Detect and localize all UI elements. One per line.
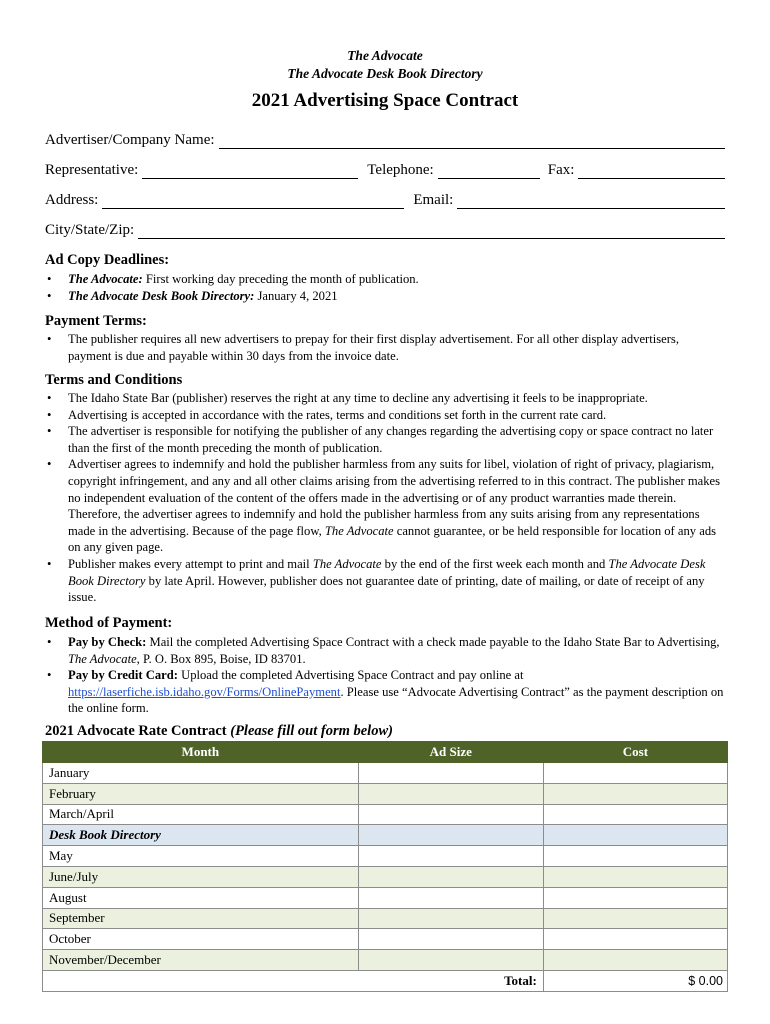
city-row [45, 219, 725, 239]
city-label: City/State/Zip: [45, 222, 135, 238]
terms-heading: Terms and Conditions [45, 372, 183, 388]
ad-size-cell[interactable] [358, 908, 543, 929]
table-header-row [43, 742, 728, 763]
table-row [43, 783, 728, 804]
cost-cell[interactable] [543, 763, 727, 784]
month-cell: May [43, 846, 359, 867]
ad-size-cell[interactable] [358, 887, 543, 908]
cost-cell[interactable] [543, 804, 727, 825]
terms-list [45, 390, 725, 606]
cost-cell[interactable] [543, 908, 727, 929]
payment-terms-list [45, 331, 725, 364]
company-field[interactable] [219, 133, 725, 149]
table-row [43, 804, 728, 825]
month-cell: June/July [43, 866, 359, 887]
cost-cell[interactable] [543, 866, 727, 887]
list-item: • The Idaho State Bar (publisher) reserves the right at any time to decline any advertising it feels to be inappropriate. [47, 391, 648, 405]
table-row [43, 929, 728, 950]
month-cell: March/April [43, 804, 359, 825]
month-cell: Desk Book Directory [43, 825, 359, 846]
contact-row [45, 159, 725, 179]
ad-size-cell[interactable] [358, 866, 543, 887]
representative-field[interactable] [142, 163, 358, 179]
list-item: • The advertiser is responsible for notifying the publisher of any changes regarding the advertising copy or space contract no later than the first of the month preceding the month of publication. [47, 424, 714, 455]
table-row [43, 866, 728, 887]
fax-field[interactable] [578, 163, 725, 179]
list-item: • Advertising is accepted in accordance with the rates, terms and conditions set forth in the current rate card. [47, 407, 607, 422]
table-row [43, 908, 728, 929]
table-row [43, 763, 728, 784]
month-cell: January [43, 763, 359, 784]
table-row [43, 846, 728, 867]
list-item: • Pay by Check: Mail the completed Advertising Space Contract with a check made payable to the Idaho State Bar to Advertising, The Advocate, P. O. Box 895, Boise, ID 83701. [47, 635, 720, 666]
address-field[interactable] [102, 193, 404, 209]
total-value: $ 0.00 [543, 970, 727, 991]
table-row [43, 887, 728, 908]
city-field[interactable] [138, 223, 725, 239]
ad-size-cell[interactable] [358, 950, 543, 971]
email-label: Email: [413, 192, 454, 208]
total-label: Total: [43, 970, 544, 991]
cost-cell[interactable] [543, 783, 727, 804]
rate-table [42, 741, 728, 992]
method-list [45, 634, 725, 717]
cost-column-header: Cost [543, 742, 727, 763]
telephone-field[interactable] [438, 163, 540, 179]
ad-size-cell[interactable] [358, 783, 543, 804]
list-item: • Publisher makes every attempt to print and mail The Advocate by the end of the first week each month and The Advocate Desk Book Directory by late April. However, publisher does not guarantee date of printing, date of mailing, or date of receipt of any issue. [47, 556, 706, 605]
cost-cell[interactable] [543, 846, 727, 867]
ad-size-cell[interactable] [358, 825, 543, 846]
cost-cell[interactable] [543, 887, 727, 908]
fax-label: Fax: [547, 162, 575, 178]
month-column-header: Month [43, 742, 359, 763]
list-item: • The Advocate Desk Book Directory: January 4, 2021 [47, 288, 338, 303]
cost-cell[interactable] [543, 950, 727, 971]
representative-label: Representative: [45, 162, 139, 178]
company-label: Advertiser/Company Name: [45, 132, 215, 148]
email-field[interactable] [457, 193, 725, 209]
address-row [45, 189, 725, 209]
address-label: Address: [45, 192, 99, 208]
ad-size-cell[interactable] [358, 763, 543, 784]
ad-size-cell[interactable] [358, 804, 543, 825]
list-item: • The Advocate: First working day preceding the month of publication. [47, 272, 419, 286]
method-heading: Method of Payment: [45, 615, 173, 631]
publication-name: The Advocate [347, 48, 423, 63]
deadlines-heading: Ad Copy Deadlines: [45, 252, 170, 268]
month-cell: February [43, 783, 359, 804]
month-cell: August [43, 887, 359, 908]
payment-terms-heading: Payment Terms: [45, 313, 147, 329]
month-cell: November/December [43, 950, 359, 971]
list-item: • Pay by Credit Card: Upload the completed Advertising Space Contract and pay online at https://laserfiche.isb.idaho.gov/Forms/OnlinePayment. Please use “Advocate Advertising Contract” as the payment description on the online form. [47, 668, 724, 716]
cost-cell[interactable] [543, 929, 727, 950]
month-cell: September [43, 908, 359, 929]
page-title: 2021 Advertising Space Contract [251, 90, 519, 111]
month-cell: October [43, 929, 359, 950]
company-row [45, 129, 725, 149]
ad-size-cell[interactable] [358, 929, 543, 950]
list-item: • Advertiser agrees to indemnify and hold the publisher harmless from any suits for libel, violation of right of privacy, plagiarism, copyright infringement, and any and all other claims arising from the advertising referred to in this contract. The publisher makes no independent evaluation of the content of the offers made in the advertising or of any product warranties made therein. Therefore, the advertiser agrees to indemnify and hold the publisher harmless from any suits arising from any representations made in the advertising. Because of the page flow, The Advocate cannot guarantee, or be held responsible for location of any ads on any given page. [47, 457, 720, 555]
cost-cell[interactable] [543, 825, 727, 846]
list-item: • The publisher requires all new advertisers to prepay for their first display advertisement. For all other display advertisers, payment is due and payable within 30 days from the invoice date. [47, 332, 679, 363]
ad-size-cell[interactable] [358, 846, 543, 867]
deadlines-list [45, 271, 725, 304]
ad-size-column-header: Ad Size [358, 742, 543, 763]
directory-name: The Advocate Desk Book Directory [287, 66, 483, 81]
telephone-label: Telephone: [367, 162, 434, 178]
total-row [43, 970, 728, 991]
table-row [43, 825, 728, 846]
table-row [43, 950, 728, 971]
rate-table-title: 2021 Advocate Rate Contract (Please fill out form below) [45, 723, 393, 739]
online-payment-link[interactable]: https://laserfiche.isb.idaho.gov/Forms/OnlinePayment [68, 684, 341, 699]
